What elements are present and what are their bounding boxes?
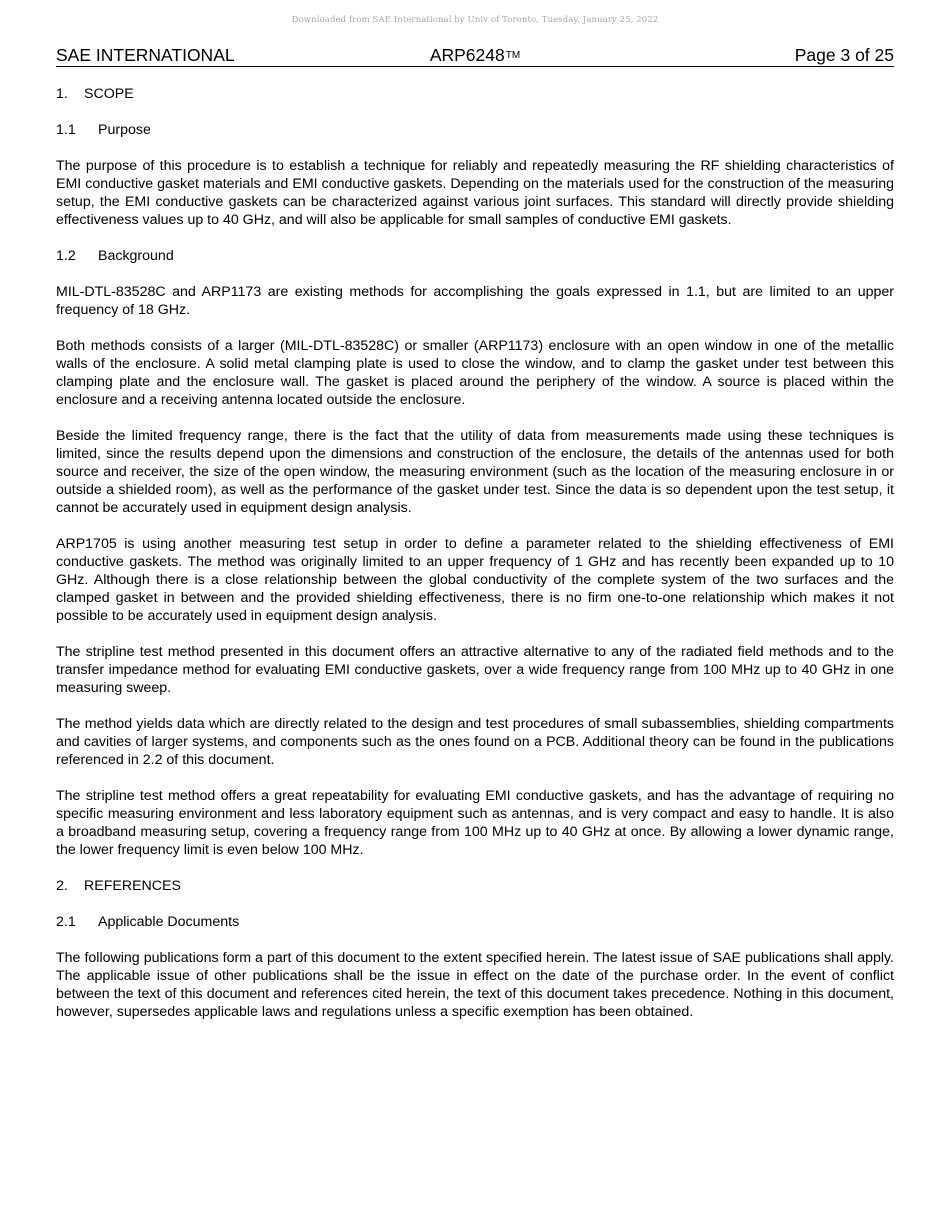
paragraph: ARP1705 is using another measuring test setup in order to define a parameter related to the shielding effectiveness of EMI conductive gaskets. The method was originally limited to an upper frequency of 1 GHz and has recently been expanded up to 10 GHz. Although there is a close relationship between the global conductivity of the complete system of the two surfaces and the clamped gasket in between and the provided shielding effectiveness, there is no firm one-to-one relationship which makes it not possible to be accurately used in equipment design analysis.: [56, 536, 894, 624]
paragraph: The stripline test method offers a great repeatability for evaluating EMI conductive gaskets, and has the advantage of requiring no specific measuring environment and less laboratory equipment such as antennas, and is very compact and easy to handle. It is also a broadband measuring setup, covering a frequency range from 100 MHz up to 40 GHz at once. By allowing a lower dynamic range, the lower frequency limit is even below 100 MHz.: [56, 788, 894, 858]
header-document-id: ARP6248TM: [429, 45, 521, 65]
paragraph: The purpose of this procedure is to establish a technique for reliably and repeatedly measuring the RF shielding characteristics of EMI conductive gasket materials and EMI conductive gaskets. Depending on the materials used for the construction of the measuring setup, the EMI conductive gaskets can be characterized against various joint surfaces. This standard will directly provide shielding effectiveness values up to 40 GHz, and will also be applicable for small samples of conductive EMI gaskets.: [56, 158, 894, 228]
header-page-number: Page 3 of 25: [794, 45, 894, 65]
paragraph: The following publications form a part of this document to the extent specified herein. The latest issue of SAE publications shall apply. The applicable issue of other publications shall be the issue in effect on the date of the purchase order. In the event of conflict between the text of this document and references cited herein, the text of this document takes precedence. Nothing in this document, however, supersedes applicable laws and regulations unless a specific exemption has been obtained.: [56, 950, 894, 1020]
paragraph: Beside the limited frequency range, there is the fact that the utility of data from measurements made using these techniques is limited, since the results depend upon the dimensions and construction of the enclosure, the details of the antennas used for both source and receiver, the size of the open window, the measuring environment (such as the location of the measuring enclosure in or outside a shielded room), as well as the performance of the gasket under test. Since the data is so dependent upon the test setup, it cannot be accurately used in equipment design analysis.: [56, 428, 894, 516]
paragraph: The method yields data which are directly related to the design and test procedures of small subassemblies, shielding compartments and cavities of larger systems, and components such as the ones found on a PCB. Additional theory can be found in the publications referenced in 2.2 of this document.: [56, 716, 894, 768]
section-heading-references: 2. REFERENCES: [56, 878, 181, 894]
section-heading-scope: 1. SCOPE: [56, 86, 134, 102]
paragraph: MIL-DTL-83528C and ARP1173 are existing methods for accomplishing the goals expressed in 1.1, but are limited to an upper frequency of 18 GHz.: [56, 284, 894, 318]
document-body: [56, 85, 894, 1039]
subsection-heading-applicable-documents: 2.1 Applicable Documents: [56, 914, 240, 930]
paragraph: The stripline test method presented in this document offers an attractive alternative to any of the radiated field methods and to the transfer impedance method for evaluating EMI conductive gaskets, over a wide frequency range from 100 MHz up to 40 GHz in one measuring sweep.: [56, 644, 894, 696]
page-header: [56, 44, 894, 67]
subsection-heading-purpose: 1.1 Purpose: [56, 122, 151, 138]
download-watermark: Downloaded from SAE International by Univ of Toronto, Tuesday, January 25, 2022: [291, 15, 659, 25]
paragraph: Both methods consists of a larger (MIL-DTL-83528C) or smaller (ARP1173) enclosure with an open window in one of the metallic walls of the enclosure. A solid metal clamping plate is used to close the window, and to clamp the gasket under test between this clamping plate and the enclosure wall. The gasket is placed around the periphery of the window. A source is placed within the enclosure and a receiving antenna located outside the enclosure.: [56, 338, 894, 408]
subsection-heading-background: 1.2 Background: [56, 248, 174, 264]
trademark-symbol: TM: [505, 50, 521, 61]
header-organization: SAE INTERNATIONAL: [56, 45, 235, 65]
